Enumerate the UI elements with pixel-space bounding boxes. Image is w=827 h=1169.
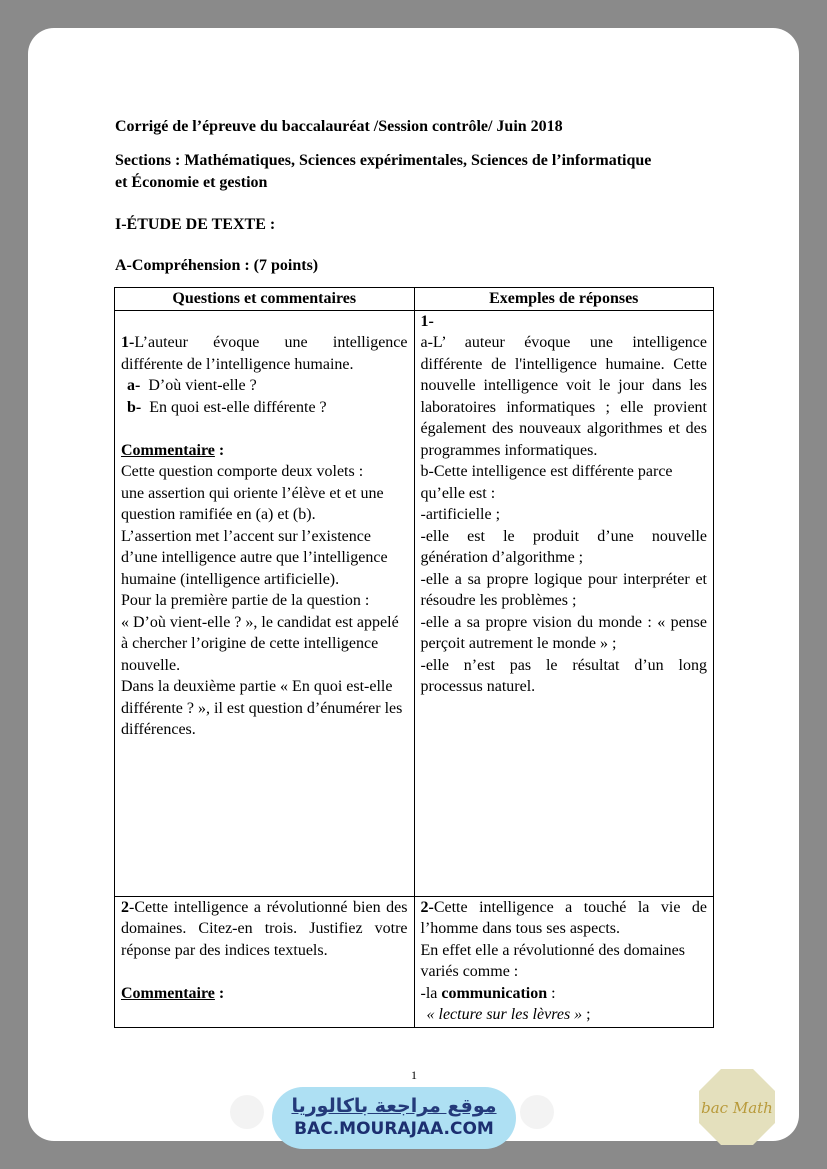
question-1: 1-L’auteur évoque une intelligence différente de l’intelligence humaine. xyxy=(121,334,408,373)
question-cell-2 xyxy=(115,896,415,1027)
answer-1a: a-L’ auteur évoque une intelligence différente de l'intelligence humaine. Cette nouvelle intelligence voit le jour dans les laboratoires informatiques ; elle provient également des nouveaux algorithmes et des programmes informatiques. xyxy=(420,334,707,459)
comment-line: « D’où vient-elle ? », le candidat est appelé à chercher l’origine de cette intelligence nouvelle. xyxy=(121,613,399,674)
question-2: 2-Cette intelligence a révolutionné bien des domaines. Citez-en trois. Justifiez votre réponse par des indices textuels. xyxy=(121,898,408,959)
comment-line: Pour la première partie de la question : xyxy=(121,592,370,609)
col-header-questions: Questions et commentaires xyxy=(115,288,415,311)
badge-text: bac Math xyxy=(701,1099,773,1117)
subpart-heading: A-Compréhension : (7 points) xyxy=(115,257,319,274)
answer-list-item: -elle a sa propre vision du monde : « pense perçoit autrement le monde » ; xyxy=(420,613,707,652)
comment-line: Dans la deuxième partie « En quoi est-elle différente ? », il est question d’énumérer les différences. xyxy=(121,678,403,738)
answer-cell-2 xyxy=(414,896,714,1027)
comment-heading: Commentaire : xyxy=(121,984,225,1002)
sections-line: Sections : Mathématiques, Sciences expérimentales, Sciences de l’informatique et Économie et gestion xyxy=(115,152,652,191)
site-logo-icon xyxy=(520,1095,554,1129)
answer-1b: b-Cette intelligence est différente parce qu’elle est : xyxy=(420,463,673,502)
answer-list-item: -artificielle ; xyxy=(420,506,501,523)
answer-list-item: -elle n’est pas le résultat d’un long processus naturel. xyxy=(420,656,707,695)
answer-cell-1 xyxy=(414,310,714,896)
answer-2-quote: « lecture sur les lèvres » ; xyxy=(426,1006,591,1023)
question-1a: a- D’où vient-elle ? xyxy=(127,377,257,394)
comment-line: L’assertion met l’accent sur l’existence d’une intelligence autre que l’intelligence humaine (intelligence artificielle). xyxy=(121,527,388,588)
answer-list-item: -elle a sa propre logique pour interpréter et résoudre les problèmes ; xyxy=(420,570,707,609)
comment-line: Cette question comporte deux volets : xyxy=(121,463,364,480)
comment-heading: Commentaire : xyxy=(121,441,225,459)
answer-1-number: 1- xyxy=(420,312,434,330)
site-arabic-name: موقع مراجعة باكالوريا xyxy=(291,1095,497,1117)
part-heading: I-ÉTUDE DE TEXTE : xyxy=(115,216,276,233)
site-banner[interactable] xyxy=(272,1087,516,1149)
table-header-row xyxy=(115,288,714,311)
qa-table xyxy=(114,287,714,1028)
answer-2-domain: -la communication : xyxy=(420,984,556,1002)
comment-line: une assertion qui oriente l’élève et et une question ramifiée en (a) et (b). xyxy=(121,484,384,523)
site-url-link[interactable]: BAC.MOURAJAA.COM xyxy=(294,1119,494,1139)
answer-2-line: En effet elle a révolutionné des domaines variés comme : xyxy=(420,941,685,980)
site-logo-icon xyxy=(230,1095,264,1129)
bac-math-logo-icon xyxy=(697,1067,777,1147)
table-row xyxy=(115,310,714,896)
answer-2-intro: 2-Cette intelligence a touché la vie de l’homme dans tous ses aspects. xyxy=(420,898,707,937)
page-number: 1 xyxy=(411,1068,417,1082)
col-header-answers: Exemples de réponses xyxy=(414,288,714,311)
document-title: Corrigé de l’épreuve du baccalauréat /Session contrôle/ Juin 2018 xyxy=(115,118,563,135)
question-1b: b- En quoi est-elle différente ? xyxy=(127,398,327,416)
answer-list-item: -elle est le produit d’une nouvelle génération d’algorithme ; xyxy=(420,527,707,566)
question-cell-1 xyxy=(115,310,415,896)
table-row xyxy=(115,896,714,1027)
